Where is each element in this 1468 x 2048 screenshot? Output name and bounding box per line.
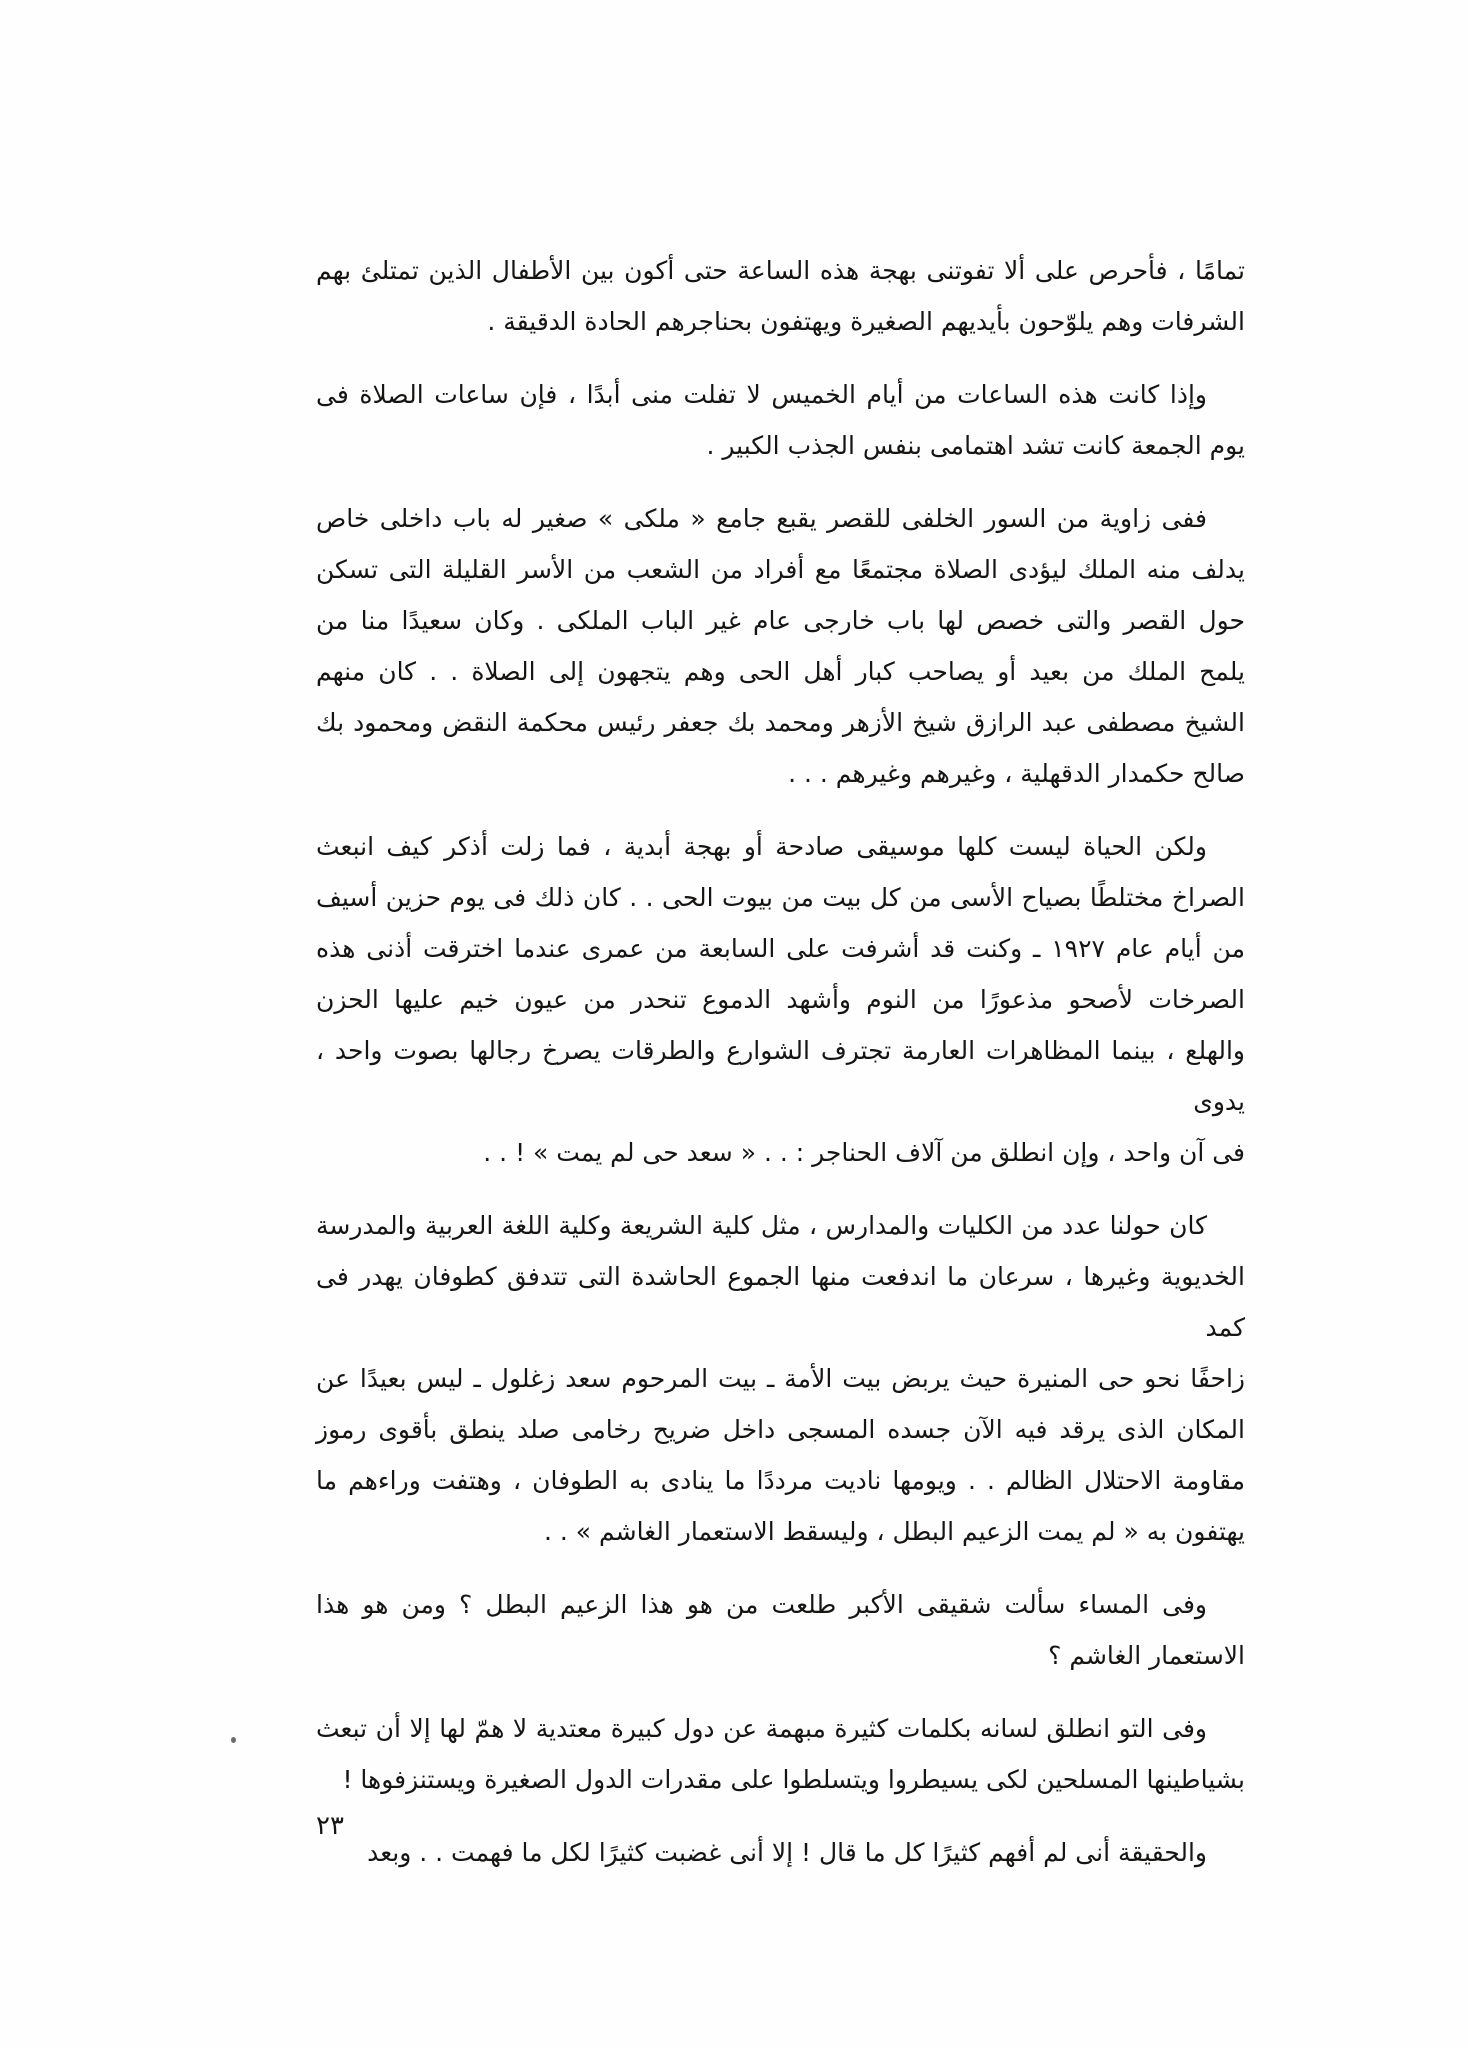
text-line: وفى التو انطلق لسانه بكلمات كثيرة مبهمة عن دول كبيرة معتدية لا همّ لها إلا أن تبعث bbox=[316, 1714, 1207, 1743]
text-line: المكان الذى يرقد فيه الآن جسده المسجى داخل ضريح رخامى صلد ينطق بأقوى رموز bbox=[316, 1415, 1245, 1444]
text-line: حول القصر والتى خصص لها باب خارجى عام غير الباب الملكى . وكان سعيدًا منا من bbox=[316, 606, 1245, 635]
text-line: ولكن الحياة ليست كلها موسيقى صادحة أو بهجة أبدية ، فما زلت أذكر كيف انبعث bbox=[316, 832, 1207, 861]
text-line: والحقيقة أنى لم أفهم كثيرًا كل ما قال ! إلا أنى غضبت كثيرًا لكل ما فهمت . . وبعد bbox=[367, 1838, 1207, 1867]
text-line: من أيام عام ١٩٢٧ ـ وكنت قد أشرفت على السابعة من عمرى عندما اخترقت أذنى هذه bbox=[316, 934, 1245, 963]
text-line: مقاومة الاحتلال الظالم . . ويومها ناديت مرددًا ما ينادى به الطوفان ، وهتفت وراءهم ما bbox=[316, 1466, 1245, 1495]
text-line: وإذا كانت هذه الساعات من أيام الخميس لا تفلت منى أبدًا ، فإن ساعات الصلاة فى bbox=[316, 380, 1207, 409]
text-line: ففى زاوية من السور الخلفى للقصر يقبع جامع « ملكى » صغير له باب داخلى خاص bbox=[316, 504, 1207, 533]
paragraph bbox=[316, 1703, 1245, 1805]
paragraph bbox=[316, 245, 1245, 347]
paragraph bbox=[316, 821, 1245, 1178]
page-number: ٢٣ bbox=[316, 1811, 344, 1841]
text-line: والهلع ، بينما المظاهرات العارمة تجترف الشوارع والطرقات يصرخ رجالها بصوت واحد ، يدوى bbox=[316, 1036, 1245, 1116]
paragraph bbox=[316, 493, 1245, 799]
paragraph bbox=[316, 369, 1245, 471]
text-line: يلمح الملك من بعيد أو يصاحب كبار أهل الحى وهم يتجهون إلى الصلاة . . كان منهم bbox=[316, 657, 1245, 686]
text-line: فى آن واحد ، وإن انطلق من آلاف الحناجر : . . « سعد حى لم يمت » ! . . bbox=[483, 1138, 1245, 1167]
paragraph bbox=[316, 1579, 1245, 1681]
text-line: وفى المساء سألت شقيقى الأكبر طلعت من هو هذا الزعيم البطل ؟ ومن هو هذا bbox=[316, 1590, 1207, 1619]
paragraph bbox=[316, 1827, 1245, 1878]
page-text-block bbox=[316, 245, 1245, 1878]
text-line: بشياطينها المسلحين لكى يسيطروا ويتسلطوا على مقدرات الدول الصغيرة ويستنزفوها ! bbox=[342, 1765, 1245, 1794]
text-line: صالح حكمدار الدقهلية ، وغيرهم وغيرهم . . . bbox=[788, 759, 1245, 788]
text-line: كان حولنا عدد من الكليات والمدارس ، مثل كلية الشريعة وكلية اللغة العربية والمدرسة bbox=[316, 1211, 1207, 1240]
text-line: الصرخات لأصحو مذعورًا من النوم وأشهد الدموع تنحدر من عيون خيم عليها الحزن bbox=[316, 985, 1245, 1014]
text-line: الشيخ مصطفى عبد الرازق شيخ الأزهر ومحمد بك جعفر رئيس محكمة النقض ومحمود بك bbox=[316, 708, 1245, 737]
text-line: تمامًا ، فأحرص على ألا تفوتنى بهجة هذه الساعة حتى أكون بين الأطفال الذين تمتلئ بهم bbox=[316, 256, 1245, 285]
text-line: الاستعمار الغاشم ؟ bbox=[1048, 1641, 1245, 1670]
text-line: زاحفًا نحو حى المنيرة حيث يربض بيت الأمة ـ بيت المرحوم سعد زغلول ـ ليس بعيدًا عن bbox=[316, 1364, 1245, 1393]
paragraph bbox=[316, 1200, 1245, 1557]
text-line: يوم الجمعة كانت تشد اهتمامى بنفس الجذب الكبير . bbox=[706, 431, 1245, 460]
text-line: يدلف منه الملك ليؤدى الصلاة مجتمعًا مع أفراد من الشعب من الأسر القليلة التى تسكن bbox=[316, 555, 1245, 584]
text-line: الخديوية وغيرها ، سرعان ما اندفعت منها الجموع الحاشدة التى تتدفق كطوفان يهدر فى كمد bbox=[316, 1262, 1245, 1342]
text-line: الشرفات وهم يلوّحون بأيديهم الصغيرة ويهتفون بحناجرهم الحادة الدقيقة . bbox=[487, 307, 1245, 336]
text-line: الصراخ مختلطًا بصياح الأسى من كل بيت من بيوت الحى . . كان ذلك فى يوم حزين أسيف bbox=[316, 883, 1245, 912]
scan-speck bbox=[231, 1737, 236, 1743]
text-line: يهتفون به « لم يمت الزعيم البطل ، وليسقط الاستعمار الغاشم » . . bbox=[543, 1517, 1245, 1546]
